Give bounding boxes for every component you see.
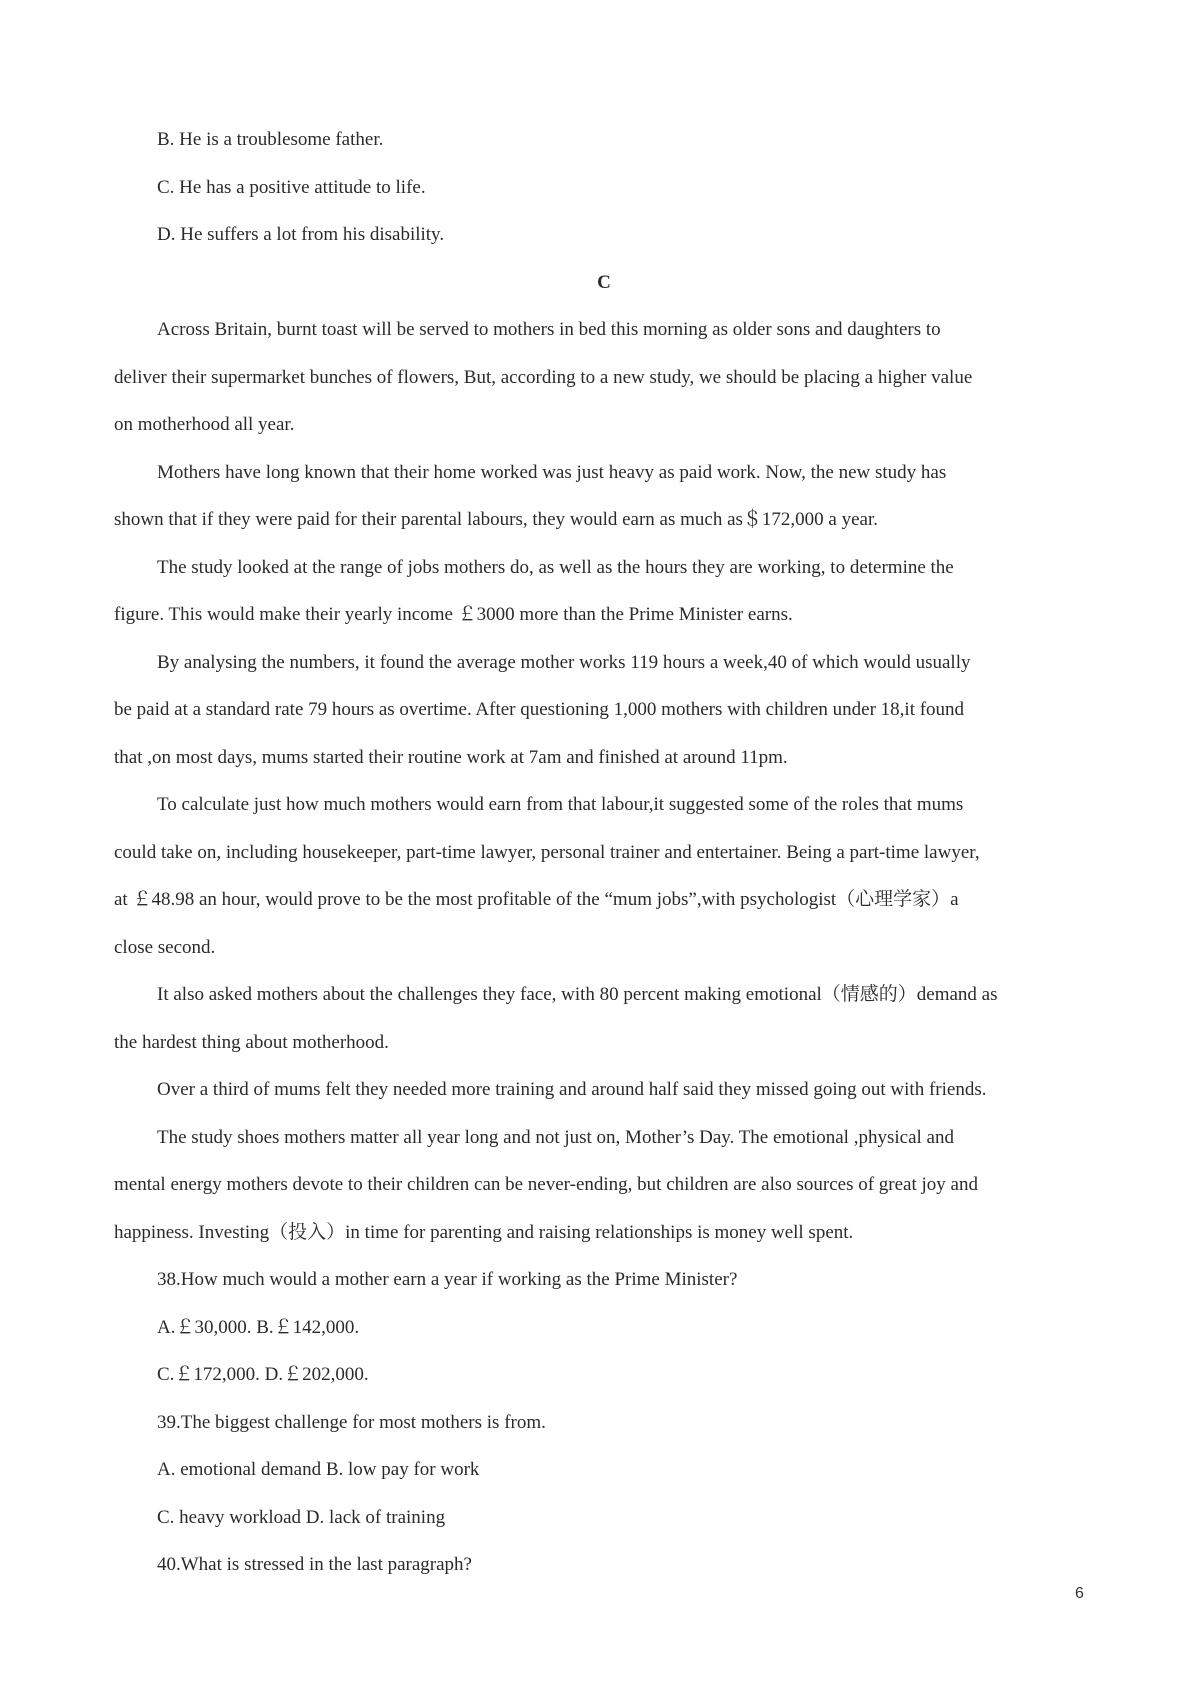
- passage-line: The study shoes mothers matter all year long and not just on, Mother’s Day. The emotional ,physical and: [157, 1126, 954, 1148]
- question-option: C.￡172,000. D.￡202,000.: [157, 1364, 369, 1385]
- passage-line: at ￡48.98 an hour, would prove to be the most profitable of the “mum jobs”,with psychologist（心理学家）a: [114, 889, 959, 910]
- passage-line: close second.: [114, 936, 216, 958]
- passage-line: Mothers have long known that their home worked was just heavy as paid work. Now, the new study has: [157, 461, 947, 483]
- passage-line: Across Britain, burnt toast will be served to mothers in bed this morning as older sons and daughters to: [157, 319, 941, 340]
- option-line: D. He suffers a lot from his disability.: [157, 224, 445, 245]
- passage-line: figure. This would make their yearly income ￡3000 more than the Prime Minister earns.: [114, 604, 793, 625]
- passage-line: could take on, including housekeeper, part-time lawyer, personal trainer and entertainer. Being a part-time lawyer,: [114, 841, 980, 863]
- passage-line: on motherhood all year.: [114, 414, 295, 435]
- question-stem: 39.The biggest challenge for most mothers is from.: [157, 1411, 546, 1433]
- passage-line: be paid at a standard rate 79 hours as overtime. After questioning 1,000 mothers with children under 18,it found: [114, 699, 965, 720]
- question-stem: 38.How much would a mother earn a year if working as the Prime Minister?: [157, 1269, 738, 1290]
- passage-line: happiness. Investing（投入）in time for parenting and raising relationships is money well spent.: [114, 1221, 854, 1243]
- question-option: A. emotional demand B. low pay for work: [157, 1459, 480, 1480]
- passage-line: the hardest thing about motherhood.: [114, 1031, 389, 1053]
- passage-line: The study looked at the range of jobs mothers do, as well as the hours they are working, to determine the: [157, 556, 954, 578]
- passage-line: shown that if they were paid for their parental labours, they would earn as much as＄172,000 a year.: [114, 509, 878, 530]
- option-line: C. He has a positive attitude to life.: [157, 176, 426, 198]
- question-stem: 40.What is stressed in the last paragraph?: [157, 1554, 472, 1575]
- passage-line: To calculate just how much mothers would earn from that labour,it suggested some of the roles that mums: [157, 794, 964, 815]
- page-content: [114, 116, 1094, 1589]
- passage-line: mental energy mothers devote to their children can be never-ending, but children are also sources of great joy and: [114, 1174, 978, 1195]
- question-option: A.￡30,000. B.￡142,000.: [157, 1316, 360, 1338]
- passage-line: deliver their supermarket bunches of flowers, But, according to a new study, we should be placing a higher value: [114, 366, 973, 388]
- option-line: B. He is a troublesome father.: [157, 129, 384, 150]
- passage-line: It also asked mothers about the challenges they face, with 80 percent making emotional（情感的）demand as: [157, 984, 998, 1005]
- section-heading: C: [597, 271, 611, 293]
- question-option: C. heavy workload D. lack of training: [157, 1506, 446, 1528]
- passage-line: By analysing the numbers, it found the average mother works 119 hours a week,40 of which would usually: [157, 651, 971, 673]
- passage-line: that ,on most days, mums started their routine work at 7am and finished at around 11pm.: [114, 746, 788, 768]
- passage-line: Over a third of mums felt they needed more training and around half said they missed going out with friends.: [157, 1079, 987, 1100]
- page-number: 6: [1075, 1585, 1084, 1602]
